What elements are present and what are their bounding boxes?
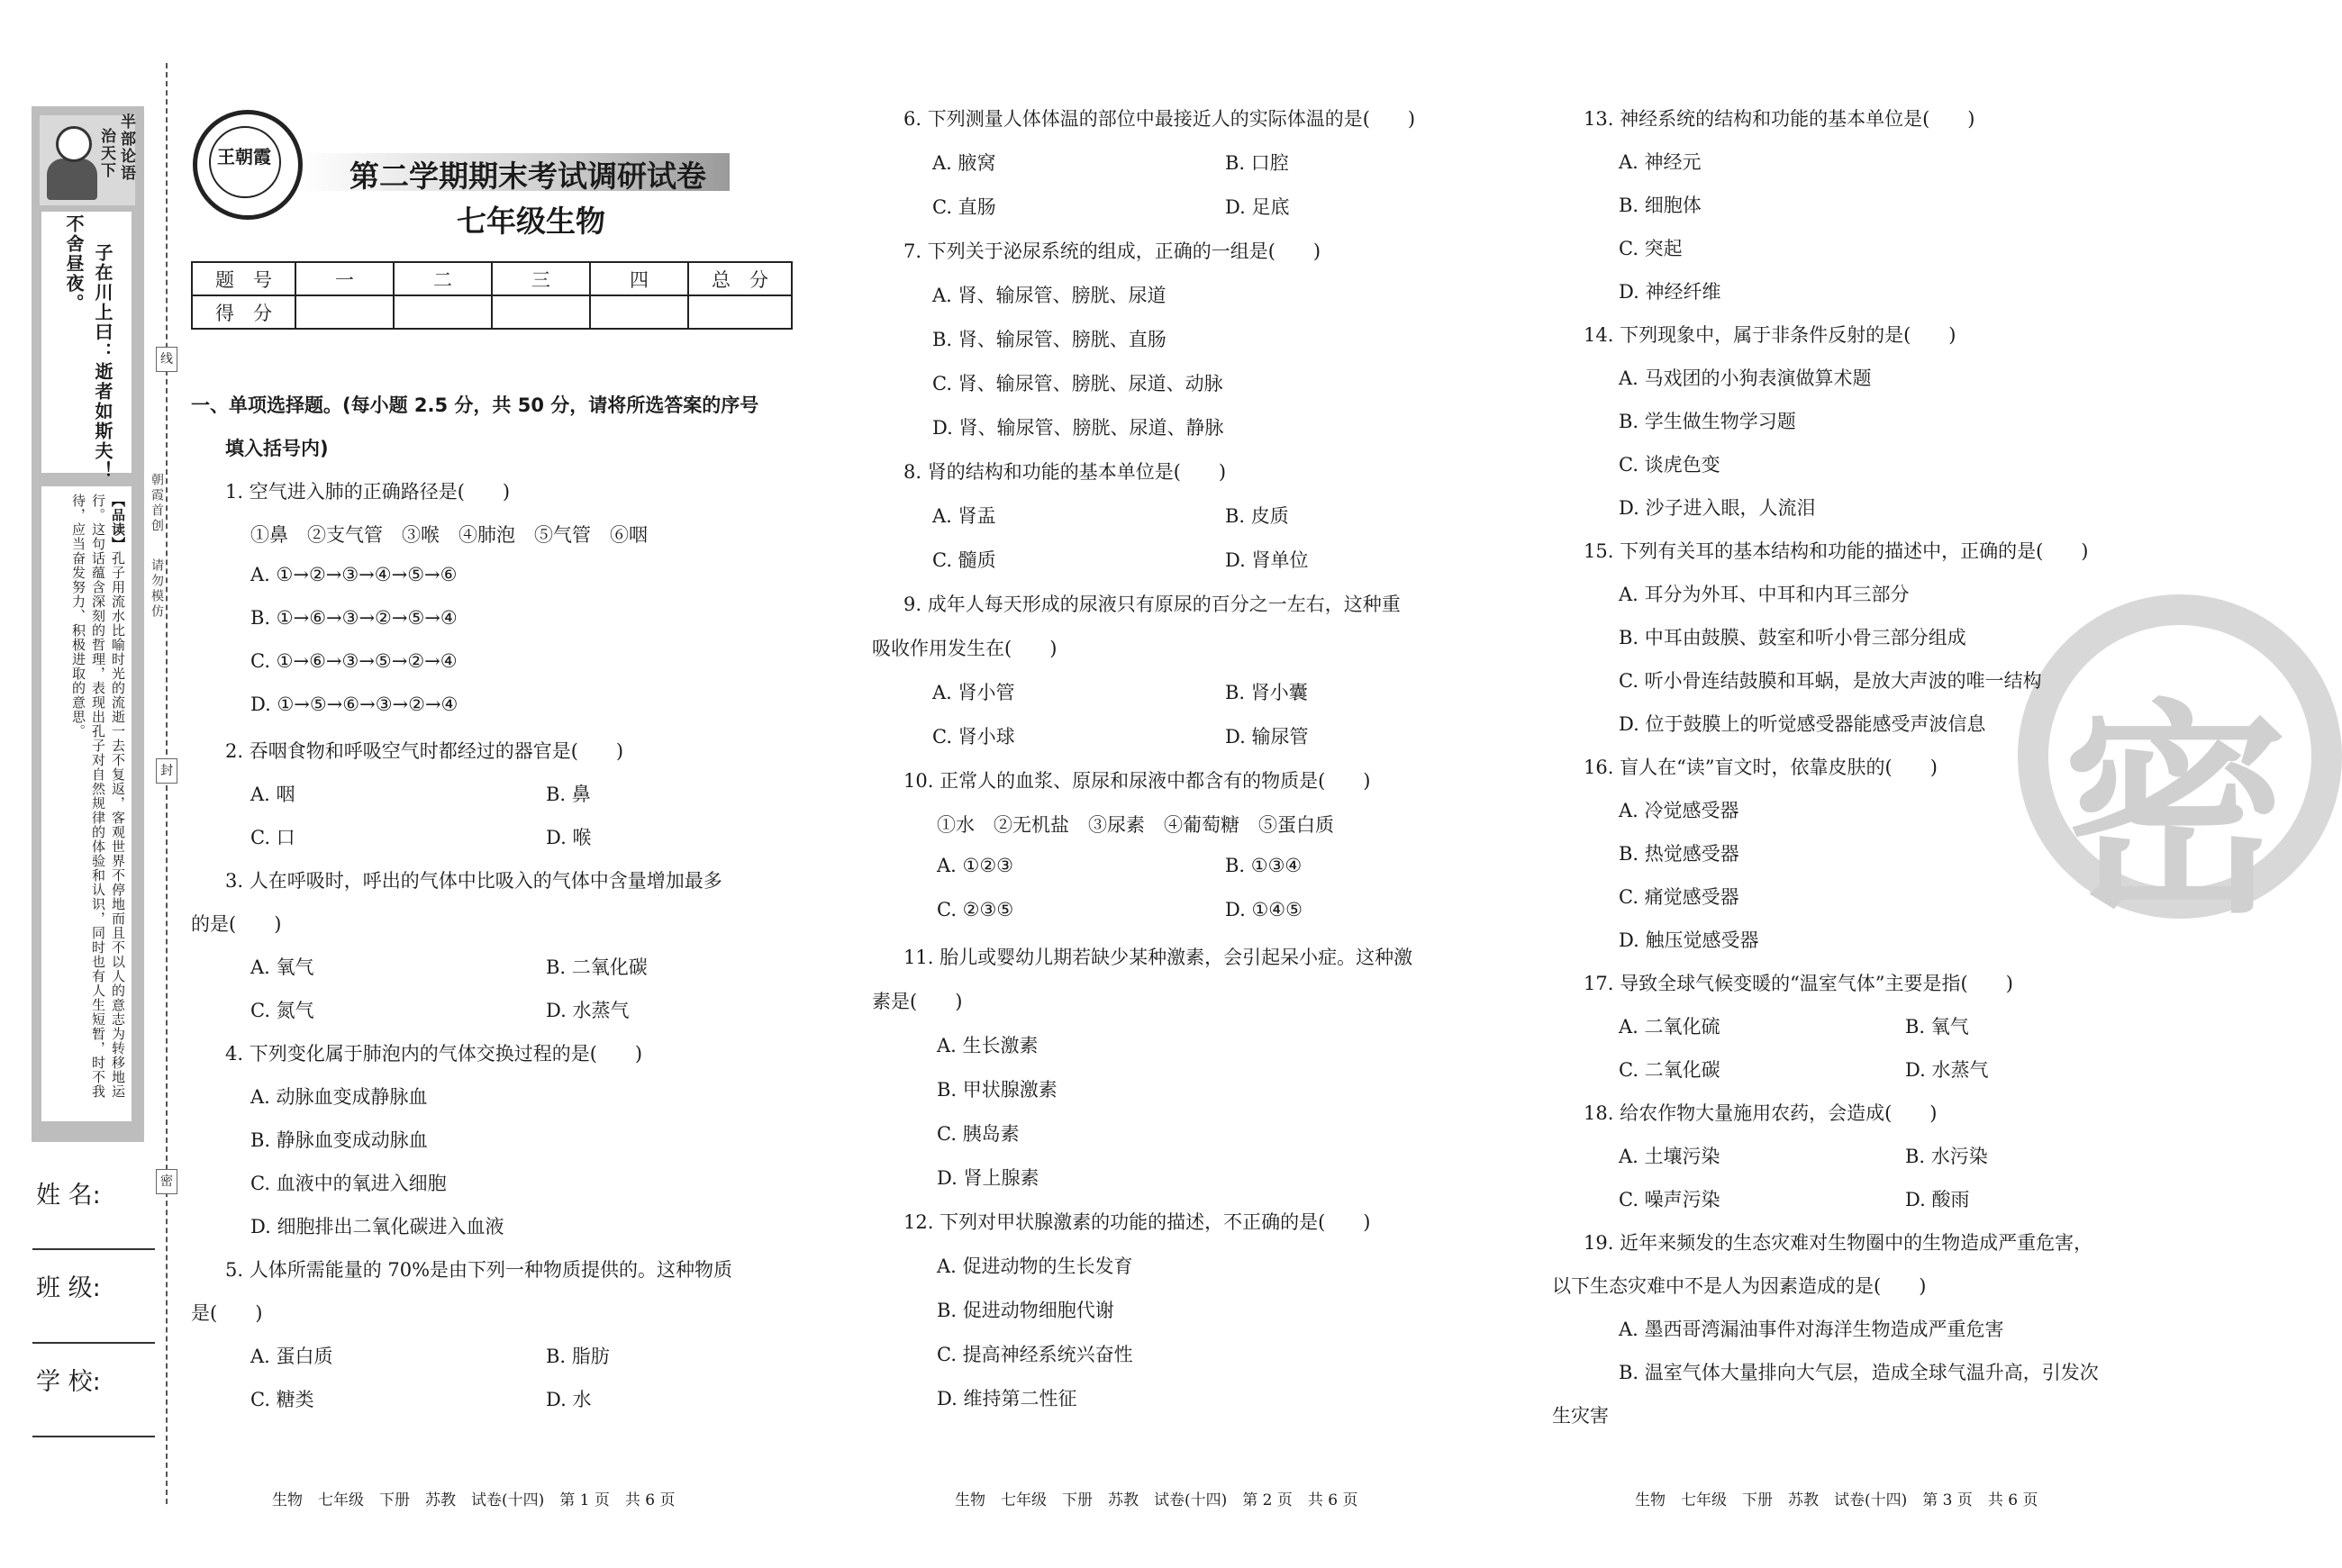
option[interactable]: C. 髓质 <box>932 549 996 571</box>
option[interactable]: A. 动脉血变成静脉血 <box>250 1086 428 1108</box>
score-input-cell[interactable] <box>394 295 492 329</box>
score-table-header-row <box>192 262 792 295</box>
sage-body-icon <box>47 159 97 200</box>
option[interactable]: D. 触压觉感受器 <box>1619 929 1759 951</box>
option[interactable]: B. 氧气 <box>1905 1016 1969 1038</box>
option[interactable]: D. 水蒸气 <box>1905 1059 1989 1081</box>
score-table-score-row <box>192 295 792 329</box>
question-stem: 1. 空气进入肺的正确路径是( ) <box>225 481 511 503</box>
option[interactable]: B. 水污染 <box>1905 1146 1988 1167</box>
question-stem: 12. 下列对甲状腺激素的功能的描述，不正确的是( ) <box>903 1211 1371 1233</box>
section-heading: 填入括号内) <box>225 438 329 459</box>
option[interactable]: D. ①④⑤ <box>1225 899 1303 920</box>
page-footer: 生物 七年级 下册 苏教 试卷(十四) 第 1 页 共 6 页 <box>272 1491 676 1509</box>
option[interactable]: C. 二氧化碳 <box>1619 1059 1720 1081</box>
question-stem: 15. 下列有关耳的基本结构和功能的描述中，正确的是( ) <box>1584 540 2089 562</box>
question-stem: 2. 吞咽食物和呼吸空气时都经过的器官是( ) <box>225 740 624 762</box>
option[interactable]: D. 酸雨 <box>1905 1189 1970 1210</box>
option[interactable]: A. ①②③ <box>937 855 1013 876</box>
option[interactable]: A. 生长激素 <box>937 1035 1039 1056</box>
option[interactable]: D. 肾单位 <box>1225 549 1309 571</box>
option[interactable]: C. 血液中的氧进入细胞 <box>250 1173 447 1194</box>
option[interactable]: D. 喉 <box>546 827 592 848</box>
quote-line: 子在川上曰：逝者如斯夫！ <box>92 243 113 481</box>
option[interactable]: A. 墨西哥湾漏油事件对海洋生物造成严重危害 <box>1619 1319 2004 1340</box>
option[interactable]: B. ①→⑥→③→②→⑤→④ <box>250 607 458 629</box>
bind-mark-xian: 线 <box>156 347 177 372</box>
option[interactable]: D. 肾、输尿管、膀胱、尿道、静脉 <box>932 417 1224 439</box>
bind-mark-feng: 封 <box>156 758 177 784</box>
option[interactable]: A. 肾盂 <box>932 505 996 527</box>
page-footer: 生物 七年级 下册 苏教 试卷(十四) 第 3 页 共 6 页 <box>1635 1491 2038 1509</box>
option[interactable]: B. 肾小囊 <box>1225 682 1308 703</box>
option[interactable]: A. 土壤污染 <box>1619 1146 1720 1167</box>
class-line[interactable] <box>32 1342 155 1344</box>
question-stem-cont: 是( ) <box>191 1302 263 1324</box>
section-heading: 一、单项选择题。(每小题 2.5 分，共 50 分，请将所选答案的序号 <box>191 394 759 416</box>
option[interactable]: C. 氮气 <box>250 1000 314 1021</box>
motto-text: 治天下 <box>97 128 115 179</box>
vertical-note: 请勿模仿 <box>150 558 164 620</box>
question-stem: 18. 给农作物大量施用农药，会造成( ) <box>1584 1102 1938 1124</box>
option[interactable]: C. 谈虎色变 <box>1619 454 1720 476</box>
option[interactable]: B. 脂肪 <box>546 1346 610 1367</box>
table-cell: 总 分 <box>688 262 792 295</box>
score-input-cell[interactable] <box>590 295 688 329</box>
option[interactable]: C. 噪声污染 <box>1619 1189 1720 1210</box>
question-stem: 14. 下列现象中，属于非条件反射的是( ) <box>1584 324 1956 346</box>
option[interactable]: C. ①→⑥→③→⑤→②→④ <box>250 650 458 672</box>
option[interactable]: D. 水蒸气 <box>546 1000 630 1021</box>
commentary-body: 孔子用流水比喻时光的流逝一去不复返，客观世界不停地而且不以人的意志为转移地运行。这句话蕴含深刻的哲理，表现出孔子对自然规律的体验和认识，同时也有人生短暂，时不我待，应当奋发努力、积极进取的意思。 <box>70 494 126 1099</box>
commentary-text <box>45 494 128 1115</box>
motto-text: 半部论语 <box>117 113 135 182</box>
class-label: 班 级: <box>36 1274 101 1302</box>
question-stem: 19. 近年来频发的生态灾难对生物圈中的生物造成严重危害， <box>1584 1232 2093 1254</box>
logo-text: 王朝霞 <box>217 146 271 168</box>
option[interactable]: B. 促进动物细胞代谢 <box>937 1300 1114 1321</box>
option[interactable]: A. 肾、输尿管、膀胱、尿道 <box>932 285 1166 306</box>
option[interactable]: A. 腋窝 <box>932 152 996 174</box>
bind-mark-mi: 密 <box>156 1169 177 1194</box>
option[interactable]: C. 突起 <box>1619 238 1683 259</box>
option[interactable]: C. 肾、输尿管、膀胱、尿道、动脉 <box>932 373 1223 394</box>
option[interactable]: C. 胰岛素 <box>937 1123 1020 1145</box>
table-cell: 二 <box>394 262 492 295</box>
option[interactable]: B. 甲状腺激素 <box>937 1079 1058 1101</box>
vertical-note: 朝霞首创 <box>150 473 164 534</box>
question-stem: 13. 神经系统的结构和功能的基本单位是( ) <box>1584 108 1975 130</box>
table-cell: 四 <box>590 262 688 295</box>
question-stem: 17. 导致全球气候变暖的“温室气体”主要是指( ) <box>1584 973 2013 994</box>
score-input-cell[interactable] <box>688 295 792 329</box>
table-cell: 得 分 <box>192 295 295 329</box>
question-stem-cont: 以下生态灾难中不是人为因素造成的是( ) <box>1552 1275 1927 1297</box>
option[interactable]: B. ①③④ <box>1225 855 1303 876</box>
watermark-seal: 密 <box>2063 681 2288 943</box>
question-items: ①水 ②无机盐 ③尿素 ④葡萄糖 ⑤蛋白质 <box>937 814 1334 836</box>
option[interactable]: D. 肾上腺素 <box>937 1167 1039 1189</box>
score-input-cell[interactable] <box>295 295 394 329</box>
option[interactable]: A. 肾小管 <box>932 682 1015 703</box>
option[interactable]: C. 提高神经系统兴奋性 <box>937 1344 1133 1365</box>
option[interactable]: A. ①→②→③→④→⑤→⑥ <box>250 564 458 585</box>
sage-head-icon <box>56 126 92 162</box>
option-cont: 生灾害 <box>1552 1405 1609 1427</box>
option[interactable]: B. 二氧化碳 <box>546 956 648 978</box>
page-footer: 生物 七年级 下册 苏教 试卷(十四) 第 2 页 共 6 页 <box>955 1491 1358 1509</box>
option[interactable]: B. 温室气体大量排向大气层，造成全球气温升高，引发次 <box>1619 1362 2099 1383</box>
question-stem: 9. 成年人每天形成的尿液只有原尿的百分之一左右，这种重 <box>903 594 1401 615</box>
option[interactable]: D. 输尿管 <box>1225 726 1309 748</box>
score-input-cell[interactable] <box>492 295 590 329</box>
option[interactable]: B. 鼻 <box>546 784 591 805</box>
question-stem-cont: 的是( ) <box>191 913 282 935</box>
name-line[interactable] <box>32 1248 155 1250</box>
option[interactable]: B. 肾、输尿管、膀胱、直肠 <box>932 329 1166 350</box>
option[interactable]: C. 口 <box>250 827 295 848</box>
score-table <box>191 261 793 330</box>
page-title: 第二学期期末考试调研试卷 <box>349 159 706 194</box>
option[interactable]: A. 马戏团的小狗表演做算术题 <box>1619 367 1872 389</box>
school-line[interactable] <box>32 1436 155 1437</box>
question-stem: 11. 胎儿或婴幼儿期若缺少某种激素，会引起呆小症。这种激 <box>903 947 1413 968</box>
option[interactable]: B. 细胞体 <box>1619 195 1702 216</box>
question-items: ①鼻 ②支气管 ③喉 ④肺泡 ⑤气管 ⑥咽 <box>250 524 648 546</box>
option[interactable]: A. 促进动物的生长发育 <box>937 1255 1133 1277</box>
option[interactable]: D. 沙子进入眼，人流泪 <box>1619 497 1816 519</box>
option[interactable]: B. 热觉感受器 <box>1619 843 1739 865</box>
question-stem: 5. 人体所需能量的 70%是由下列一种物质提供的。这种物质 <box>225 1259 733 1281</box>
option[interactable]: D. 足底 <box>1225 196 1290 218</box>
option[interactable]: A. 神经元 <box>1619 151 1702 173</box>
option[interactable]: B. 口腔 <box>1225 152 1289 174</box>
option[interactable]: A. 氧气 <box>250 956 314 978</box>
option[interactable]: A. 耳分为外耳、中耳和内耳三部分 <box>1619 584 1910 605</box>
option[interactable]: C. 直肠 <box>932 196 996 218</box>
question-stem-cont: 素是( ) <box>872 991 963 1012</box>
table-cell: 三 <box>492 262 590 295</box>
commentary-label: 【品读】 <box>110 494 126 551</box>
question-stem-cont: 吸收作用发生在( ) <box>872 638 1058 659</box>
option[interactable]: B. 中耳由鼓膜、鼓室和听小骨三部分组成 <box>1619 627 1966 648</box>
option[interactable]: A. 二氧化硫 <box>1619 1016 1720 1038</box>
binding-dash-line <box>166 63 168 1504</box>
name-label: 姓 名: <box>36 1182 101 1210</box>
question-stem: 6. 下列测量人体体温的部位中最接近人的实际体温的是( ) <box>903 108 1416 130</box>
option[interactable]: D. 位于鼓膜上的听觉感受器能感受声波信息 <box>1619 713 1986 735</box>
school-label: 学 校: <box>36 1368 101 1396</box>
question-stem: 8. 肾的结构和功能的基本单位是( ) <box>903 461 1227 483</box>
option[interactable]: D. 神经纤维 <box>1619 281 1721 303</box>
option[interactable]: A. 咽 <box>250 784 295 805</box>
option[interactable]: D. ①→⑤→⑥→③→②→④ <box>250 693 458 715</box>
option[interactable]: A. 冷觉感受器 <box>1619 800 1739 821</box>
question-stem: 4. 下列变化属于肺泡内的气体交换过程的是( ) <box>225 1043 643 1065</box>
option[interactable]: D. 维持第二性征 <box>937 1388 1077 1409</box>
question-stem: 10. 正常人的血浆、原尿和尿液中都含有的物质是( ) <box>903 770 1371 792</box>
option[interactable]: B. 皮质 <box>1225 505 1289 527</box>
option[interactable]: C. 糖类 <box>250 1389 314 1410</box>
option[interactable]: C. 痛觉感受器 <box>1619 886 1739 908</box>
option[interactable]: A. 蛋白质 <box>250 1346 333 1367</box>
option[interactable]: C. ②③⑤ <box>937 899 1014 920</box>
option[interactable]: C. 肾小球 <box>932 726 1015 748</box>
option[interactable]: B. 学生做生物学习题 <box>1619 411 1796 432</box>
question-stem: 3. 人在呼吸时，呼出的气体中比吸入的气体中含量增加最多 <box>225 870 722 892</box>
page-subtitle: 七年级生物 <box>457 204 605 239</box>
quote-line: 不舍昼夜。 <box>63 214 85 313</box>
question-stem: 7. 下列关于泌尿系统的组成，正确的一组是( ) <box>903 240 1321 262</box>
table-cell: 一 <box>295 262 394 295</box>
question-stem: 16. 盲人在“读”盲文时，依靠皮肤的( ) <box>1584 757 1938 778</box>
table-cell: 题 号 <box>192 262 295 295</box>
option[interactable]: D. 细胞排出二氧化碳进入血液 <box>250 1216 504 1237</box>
option[interactable]: B. 静脉血变成动脉血 <box>250 1129 428 1151</box>
option[interactable]: C. 听小骨连结鼓膜和耳蜗，是放大声波的唯一结构 <box>1619 670 2042 692</box>
option[interactable]: D. 水 <box>546 1389 592 1410</box>
